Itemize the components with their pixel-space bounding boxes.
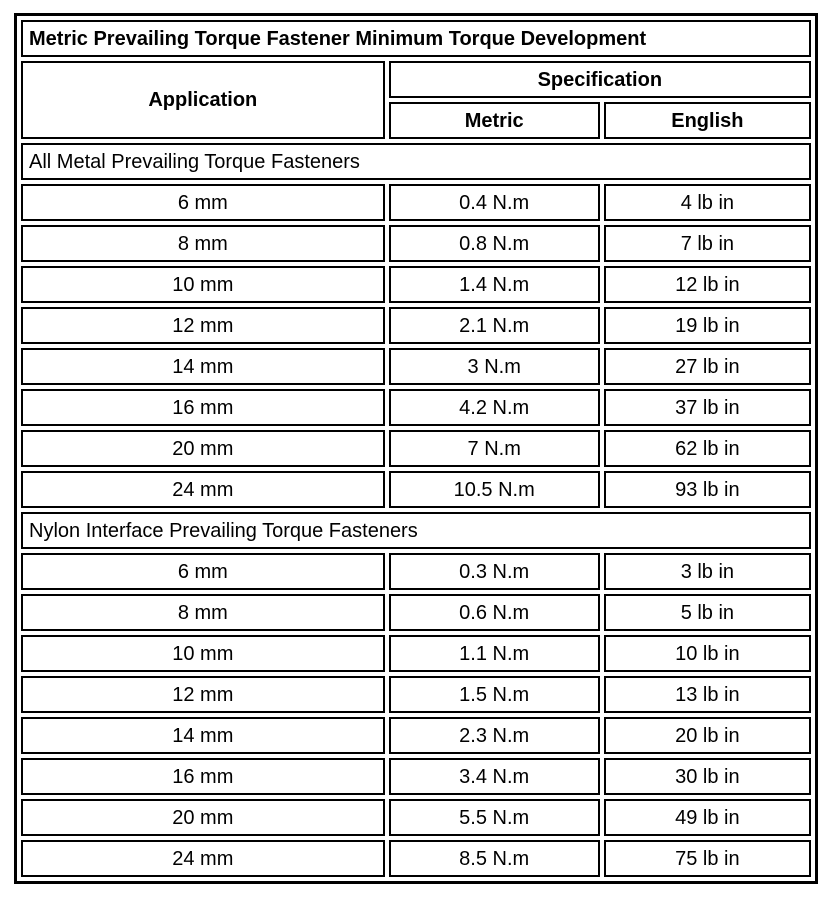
application-cell: 20 mm — [21, 430, 385, 467]
table-row — [21, 430, 811, 467]
table-row — [21, 471, 811, 508]
english-cell: 30 lb in — [604, 758, 811, 795]
torque-table — [14, 13, 818, 884]
metric-cell: 0.4 N.m — [389, 184, 600, 221]
section-header-row — [21, 512, 811, 549]
english-cell: 75 lb in — [604, 840, 811, 877]
application-cell: 14 mm — [21, 348, 385, 385]
metric-cell: 4.2 N.m — [389, 389, 600, 426]
application-cell: 12 mm — [21, 676, 385, 713]
header-specification: Specification — [389, 61, 811, 98]
english-cell: 4 lb in — [604, 184, 811, 221]
table-row — [21, 225, 811, 262]
table-row — [21, 184, 811, 221]
metric-cell: 1.4 N.m — [389, 266, 600, 303]
metric-cell: 0.6 N.m — [389, 594, 600, 631]
header-metric: Metric — [389, 102, 600, 139]
table-row — [21, 635, 811, 672]
application-cell: 16 mm — [21, 758, 385, 795]
table-row — [21, 676, 811, 713]
application-cell: 6 mm — [21, 553, 385, 590]
application-cell: 24 mm — [21, 840, 385, 877]
table-row — [21, 594, 811, 631]
section-header: All Metal Prevailing Torque Fasteners — [21, 143, 811, 180]
application-cell: 20 mm — [21, 799, 385, 836]
english-cell: 7 lb in — [604, 225, 811, 262]
application-cell: 12 mm — [21, 307, 385, 344]
english-cell: 93 lb in — [604, 471, 811, 508]
header-english: English — [604, 102, 811, 139]
application-cell: 10 mm — [21, 266, 385, 303]
application-cell: 16 mm — [21, 389, 385, 426]
application-cell: 24 mm — [21, 471, 385, 508]
english-cell: 13 lb in — [604, 676, 811, 713]
title-row — [21, 20, 811, 57]
metric-cell: 8.5 N.m — [389, 840, 600, 877]
header-application: Application — [21, 61, 385, 139]
english-cell: 19 lb in — [604, 307, 811, 344]
application-cell: 8 mm — [21, 594, 385, 631]
section-header-row — [21, 143, 811, 180]
metric-cell: 0.3 N.m — [389, 553, 600, 590]
table-title: Metric Prevailing Torque Fastener Minimum Torque Development — [21, 20, 811, 57]
header-row-1 — [21, 61, 811, 98]
english-cell: 62 lb in — [604, 430, 811, 467]
metric-cell: 7 N.m — [389, 430, 600, 467]
metric-cell: 0.8 N.m — [389, 225, 600, 262]
table-row — [21, 389, 811, 426]
metric-cell: 10.5 N.m — [389, 471, 600, 508]
metric-cell: 2.1 N.m — [389, 307, 600, 344]
english-cell: 10 lb in — [604, 635, 811, 672]
english-cell: 3 lb in — [604, 553, 811, 590]
table-row — [21, 840, 811, 877]
english-cell: 12 lb in — [604, 266, 811, 303]
english-cell: 27 lb in — [604, 348, 811, 385]
section-header: Nylon Interface Prevailing Torque Fasteners — [21, 512, 811, 549]
application-cell: 6 mm — [21, 184, 385, 221]
application-cell: 8 mm — [21, 225, 385, 262]
english-cell: 49 lb in — [604, 799, 811, 836]
english-cell: 20 lb in — [604, 717, 811, 754]
metric-cell: 3.4 N.m — [389, 758, 600, 795]
table-row — [21, 266, 811, 303]
metric-cell: 1.1 N.m — [389, 635, 600, 672]
table-row — [21, 717, 811, 754]
metric-cell: 2.3 N.m — [389, 717, 600, 754]
application-cell: 14 mm — [21, 717, 385, 754]
english-cell: 5 lb in — [604, 594, 811, 631]
table-row — [21, 553, 811, 590]
table-body — [21, 143, 811, 877]
metric-cell: 5.5 N.m — [389, 799, 600, 836]
metric-cell: 1.5 N.m — [389, 676, 600, 713]
metric-cell: 3 N.m — [389, 348, 600, 385]
table-row — [21, 307, 811, 344]
table-row — [21, 348, 811, 385]
table-row — [21, 799, 811, 836]
application-cell: 10 mm — [21, 635, 385, 672]
english-cell: 37 lb in — [604, 389, 811, 426]
table-row — [21, 758, 811, 795]
